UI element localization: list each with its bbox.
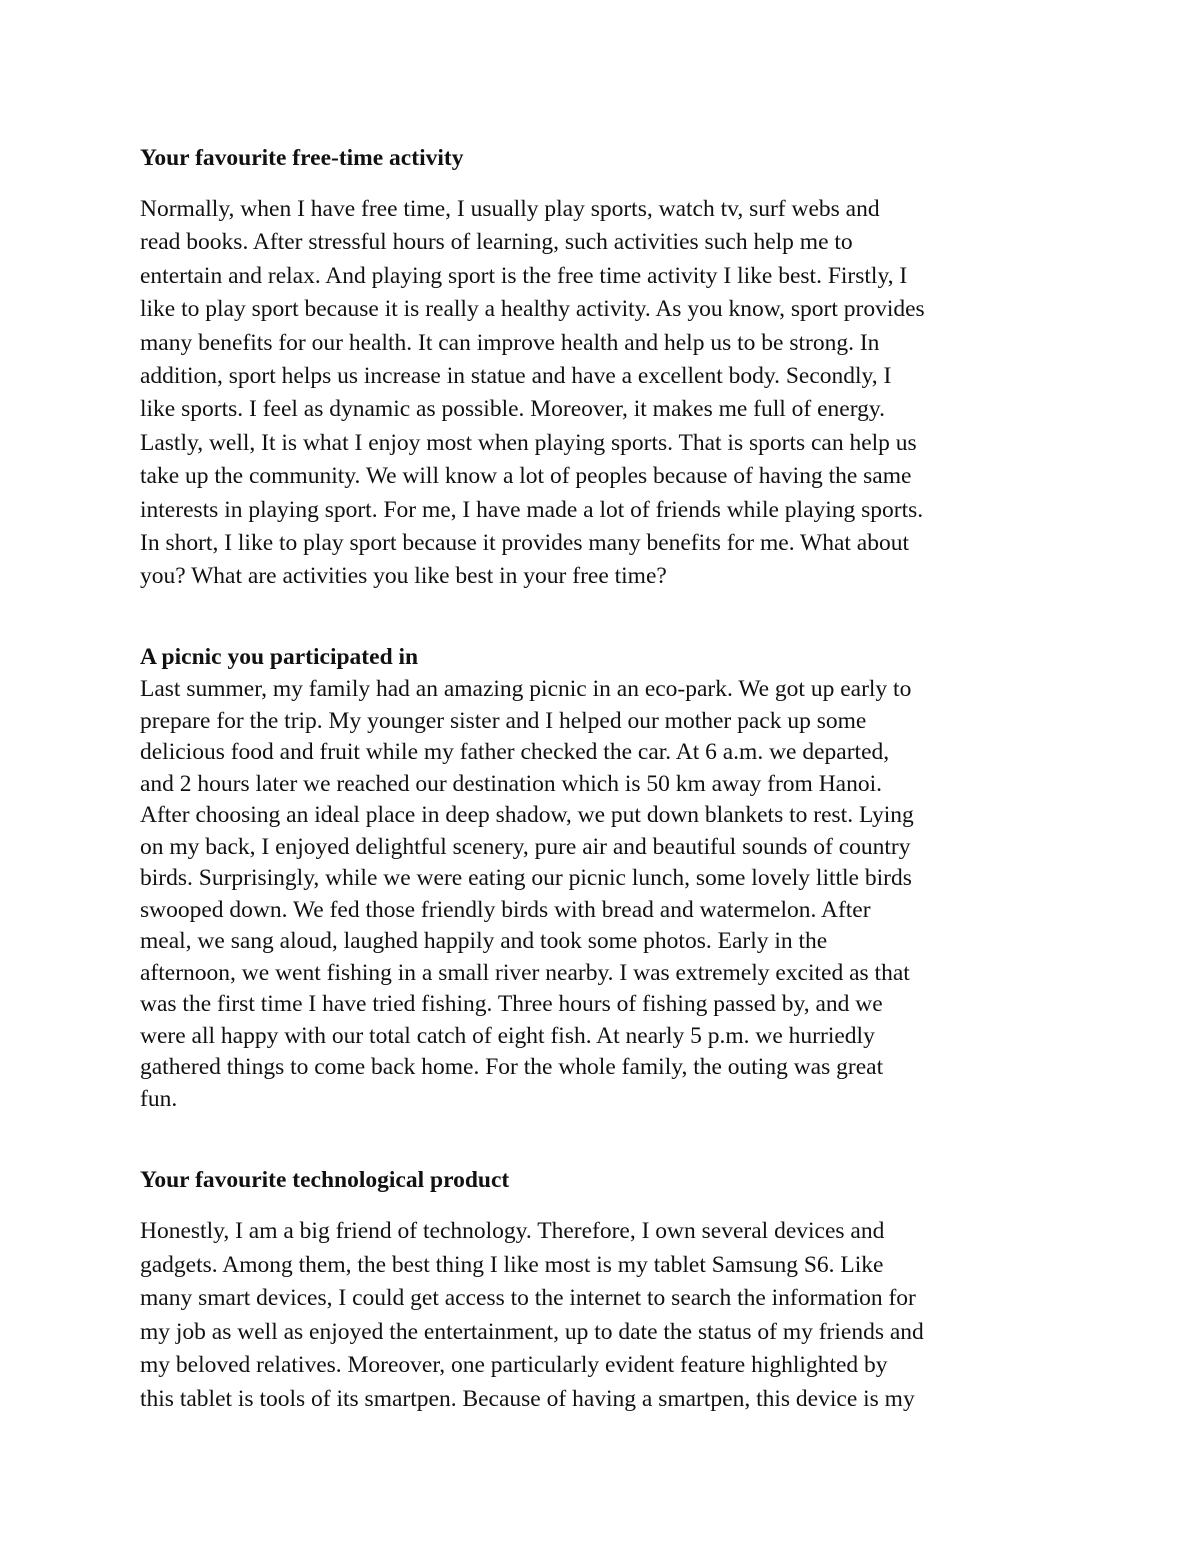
section-body: [140, 1215, 1080, 1417]
section-body: [140, 674, 1080, 1115]
text-line: my job as well as enjoyed the entertainment, up to date the status of my friends and: [140, 1318, 924, 1345]
text-line: my beloved relatives. Moreover, one particularly evident feature highlighted by: [140, 1352, 888, 1379]
text-line: you? What are activities you like best in your free time?: [140, 563, 667, 590]
section-heading: A picnic you participated in: [140, 644, 419, 670]
text-line: addition, sport helps us increase in statue and have a excellent body. Secondly, I: [140, 363, 892, 390]
text-line: read books. After stressful hours of learning, such activities such help me to: [140, 229, 853, 256]
text-line: entertain and relax. And playing sport is the free time activity I like best. Firstly, I: [140, 262, 908, 289]
text-line: like sports. I feel as dynamic as possible. Moreover, it makes me full of energy.: [140, 396, 885, 423]
text-line: fun.: [140, 1085, 178, 1112]
text-line: this tablet is tools of its smartpen. Because of having a smartpen, this device is my: [140, 1385, 915, 1412]
section-technological-product: [140, 1164, 1080, 1417]
text-line: prepare for the trip. My younger sister and I helped our mother pack up some: [140, 707, 867, 734]
text-line: interests in playing sport. For me, I have made a lot of friends while playing sports.: [140, 496, 924, 523]
text-line: and 2 hours later we reached our destination which is 50 km away from Hanoi.: [140, 770, 882, 797]
text-line: Normally, when I have free time, I usually play sports, watch tv, surf webs and: [140, 196, 880, 222]
text-line: afternoon, we went fishing in a small river nearby. I was extremely excited as that: [140, 959, 910, 986]
text-line: delicious food and fruit while my father checked the car. At 6 a.m. we departed,: [140, 739, 890, 765]
text-line: was the first time I have tried fishing. Three hours of fishing passed by, and we: [140, 991, 883, 1017]
text-line: like to play sport because it is really a healthy activity. As you know, sport provides: [140, 296, 925, 323]
text-line: were all happy with our total catch of eight fish. At nearly 5 p.m. we hurriedly: [140, 1022, 875, 1049]
text-line: on my back, I enjoyed delightful scenery, pure air and beautiful sounds of country: [140, 833, 911, 860]
text-line: gadgets. Among them, the best thing I like most is my tablet Samsung S6. Like: [140, 1251, 884, 1278]
section-picnic: [140, 641, 1080, 1115]
section-heading: Your favourite technological product: [140, 1167, 510, 1193]
text-line: many smart devices, I could get access to the internet to search the information for: [140, 1285, 916, 1312]
text-line: Honestly, I am a big friend of technology. Therefore, I own several devices and: [140, 1218, 885, 1244]
section-free-time-activity: [140, 142, 1080, 594]
text-line: birds. Surprisingly, while we were eating our picnic lunch, some lovely little birds: [140, 865, 912, 891]
text-line: After choosing an ideal place in deep shadow, we put down blankets to rest. Lying: [140, 802, 914, 828]
text-line: take up the community. We will know a lot of peoples because of having the same: [140, 463, 912, 490]
text-line: Last summer, my family had an amazing picnic in an eco-park. We got up early to: [140, 676, 912, 702]
text-line: In short, I like to play sport because it provides many benefits for me. What about: [140, 530, 909, 557]
text-line: many benefits for our health. It can improve health and help us to be strong. In: [140, 329, 880, 356]
text-line: swooped down. We fed those friendly birds with bread and watermelon. After: [140, 896, 871, 923]
section-heading: Your favourite free-time activity: [140, 145, 464, 171]
text-line: meal, we sang aloud, laughed happily and took some photos. Early in the: [140, 928, 828, 954]
text-line: gathered things to come back home. For the whole family, the outing was great: [140, 1054, 884, 1080]
text-line: Lastly, well, It is what I enjoy most when playing sports. That is sports can help us: [140, 429, 917, 456]
section-body: [140, 193, 1080, 594]
